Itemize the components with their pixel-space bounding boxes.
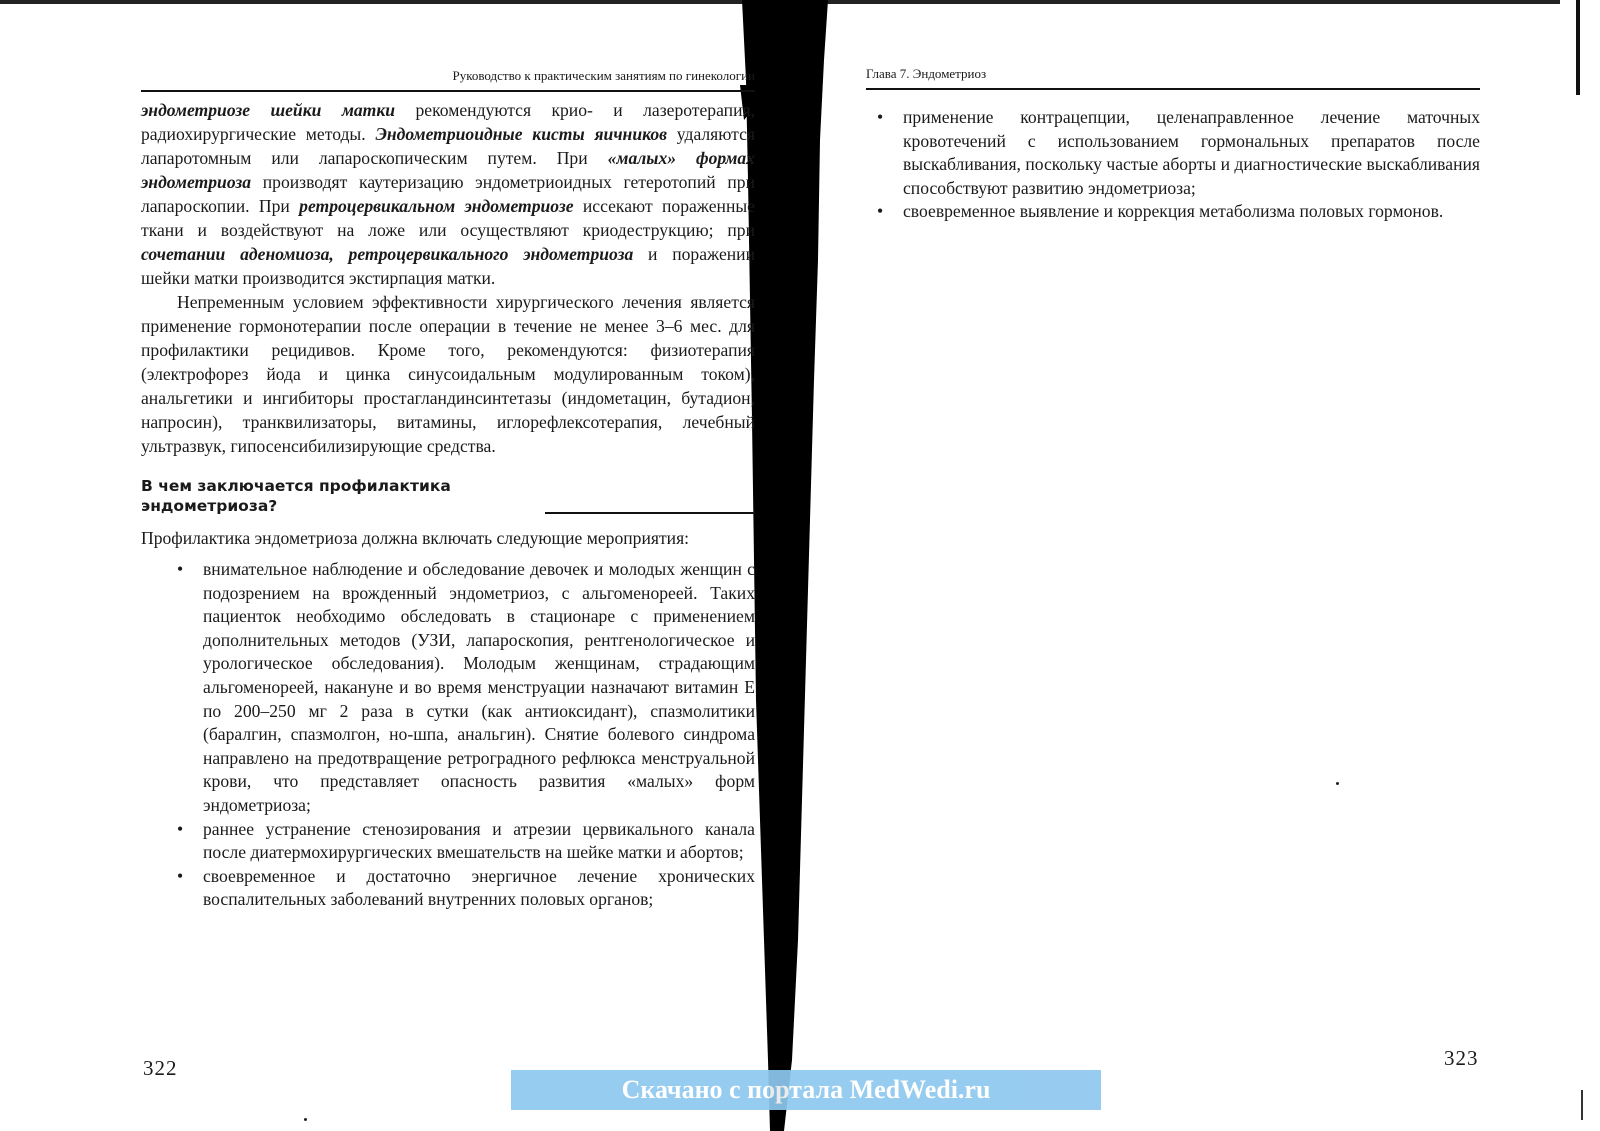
page-number-right: 323 xyxy=(1444,1046,1479,1070)
italic-term: эндометриозе шейки матки xyxy=(141,100,396,120)
left-page xyxy=(141,68,755,912)
running-head-left: Руководство к практическим занятиям по гинекологии xyxy=(141,68,755,92)
section-question-heading: В чем заключается профилактика эндометриоза? xyxy=(141,476,755,516)
page-number-left: 322 xyxy=(143,1056,178,1080)
list-item: • своевременное выявление и коррекция метаболизма половых гормонов. xyxy=(903,200,1480,224)
prevention-list-left xyxy=(141,558,755,912)
right-page xyxy=(866,66,1480,224)
heading-rule xyxy=(545,512,755,514)
prevention-intro: Профилактика эндометриоза должна включать следующие мероприятия: xyxy=(141,528,690,548)
list-item: • внимательное наблюдение и обследование девочек и молодых женщин с подозрением на врожденный эндометриоз, с альгоменореей. Таких пациенток необходимо обследовать в стационаре с применением дополнительных методов (УЗИ, лапароскопия, рентгенологическое и урологическое обследования). Молодым женщинам, страдающим альгоменореей, накануне и во время менструации назначают витамин Е по 200–250 мг 2 раза в сутки (как антиоксидант), спазмолитики (баралгин, спазмолгон, но-шпа, анальгин). Снятие болевого синдрома направлено на предотвращение ретроградного рефлюкса менструальной крови, что представляет опасность развития «малых» форм эндометриоза; xyxy=(203,558,755,818)
italic-term: «малых» формах эндометриоза xyxy=(141,148,755,192)
paragraph-hormone-therapy: Непременным условием эффективности хирургического лечения является применение гормонотерапии после операции в течение не менее 3–6 мес. для профилактики рецидивов. Кроме того, рекомендуются: физиотерапия (электрофорез йода и цинка синусоидальным модулированным током), анальгетики и ингибиторы простагландинсинтетазы (индометацин, бутадион, напросин), транквилизаторы, витамины, иглорефлексотерапия, лечебный ультразвук, гипосенсибилизирующие средства. xyxy=(141,292,755,456)
running-head-right: Глава 7. Эндометриоз xyxy=(866,66,1480,90)
book-spine-shadow xyxy=(740,0,860,1131)
prevention-list-right xyxy=(866,106,1480,224)
italic-term: ретроцервикальном эндометриозе xyxy=(299,196,574,216)
scan-speck xyxy=(304,1118,307,1121)
paragraph-surgery: эндометриозе шейки матки рекомендуются крио- и лазеротерапия, радиохирургические методы. Эндометриоидные кисты яичников удаляются лапаротомным или лапароскопическим путем. При «малых» формах эндометриоза производят каутеризацию эндометриоидных гетеротопий при лапароскопии. При ретроцервикальном эндометриозе иссекают пораженные ткани и воздействуют на ложе или осуществляют криодеструкцию; при сочетании аденомиоза, ретроцервикального эндометриоза и поражении шейки матки производится экстирпация матки. xyxy=(141,100,756,288)
list-item: • применение контрацепции, целенаправленное лечение маточных кровотечений с использованием гормональных препаратов после выскабливания, поскольку частые аборты и диагностические выскабливания способствуют развитию эндометриоза; xyxy=(903,106,1480,200)
italic-term: Эндометриоидные кисты яичников xyxy=(375,124,668,144)
list-item: • своевременное и достаточно энергичное лечение хронических воспалительных заболеваний внутренних половых органов; xyxy=(203,865,755,912)
italic-term: сочетании аденомиоза, ретроцервикального эндометриоза xyxy=(141,244,634,264)
scan-right-edge xyxy=(1576,0,1580,95)
download-watermark: Скачано с портала MedWedi.ru xyxy=(511,1070,1101,1110)
scan-speck xyxy=(1336,782,1339,785)
list-item: • раннее устранение стенозирования и атрезии цервикального канала после диатермохирургических вмешательств на шейке матки и абортов; xyxy=(203,818,755,865)
scan-right-edge-mark xyxy=(1581,1090,1583,1120)
